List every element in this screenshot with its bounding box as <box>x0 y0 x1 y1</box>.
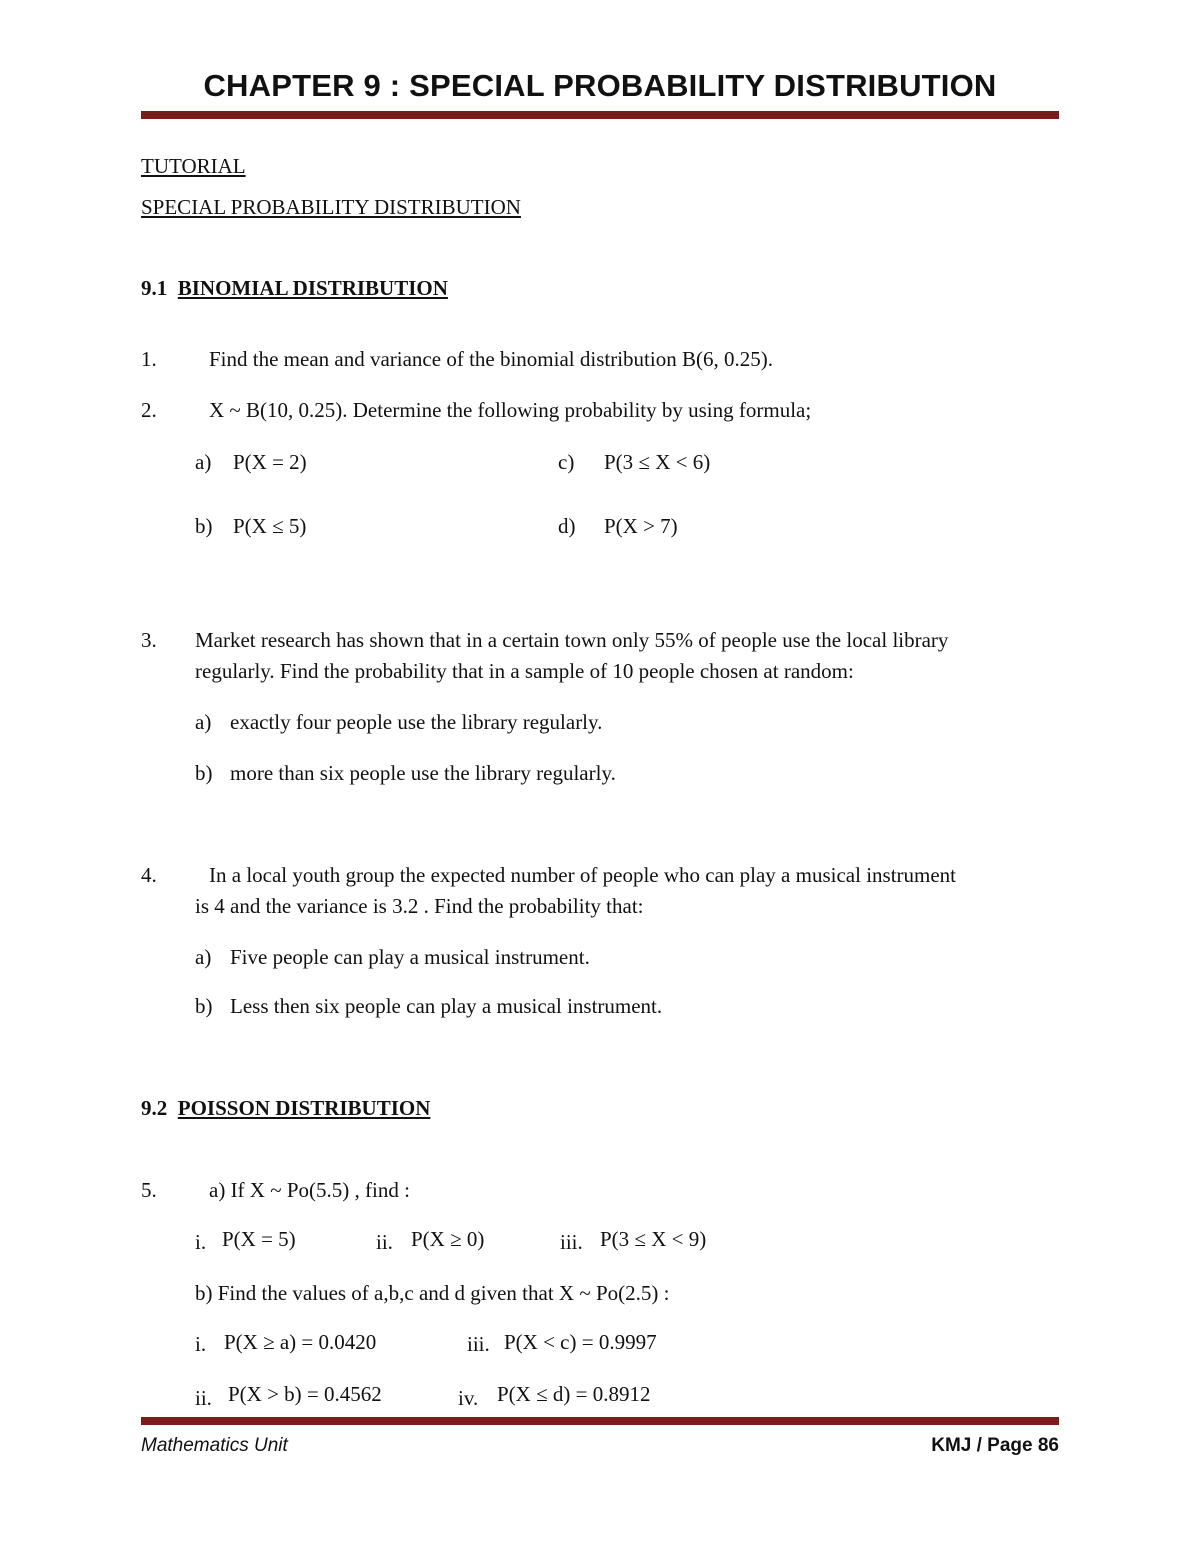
q5-bi-label: i. <box>195 1332 207 1356</box>
q2-d-label: d) <box>558 514 576 538</box>
q1-text: Find the mean and variance of the binomial distribution B(6, 0.25). <box>209 347 773 371</box>
q5-aiii-expr: P(3 ≤ X < 9) <box>600 1227 707 1251</box>
section-binomial-heading <box>141 276 448 301</box>
q5-bii-expr: P(X > b) = 0.4562 <box>228 1382 382 1406</box>
q5-ai-expr: P(X = 5) <box>222 1227 296 1251</box>
footer-page: KMJ / Page 86 <box>931 1435 1059 1456</box>
tutorial-heading: TUTORIAL <box>141 154 246 178</box>
q5-biv-expr: P(X ≤ d) = 0.8912 <box>497 1382 651 1406</box>
q4-a-label: a) <box>195 945 212 969</box>
q3-b-text: more than six people use the library regularly. <box>230 761 616 785</box>
q2-c-expr: P(3 ≤ X < 6) <box>604 450 711 474</box>
section-title: BINOMIAL DISTRIBUTION <box>177 276 448 300</box>
header-rule <box>141 111 1059 119</box>
q3-a-label: a) <box>195 710 212 734</box>
q5-aiii-label: iii. <box>560 1230 583 1254</box>
q5-a-text: a) If X ~ Po(5.5) , find : <box>209 1178 410 1202</box>
q1-number: 1. <box>141 347 157 371</box>
q5-number: 5. <box>141 1178 157 1202</box>
footer-rule <box>141 1417 1059 1425</box>
q5-bi-expr: P(X ≥ a) = 0.0420 <box>224 1330 377 1354</box>
chapter-title: CHAPTER 9 : SPECIAL PROBABILITY DISTRIBUTION <box>203 68 997 103</box>
q4-line2: is 4 and the variance is 3.2 . Find the probability that: <box>195 894 644 918</box>
q3-number: 3. <box>141 628 157 652</box>
q5-bii-label: ii. <box>195 1386 212 1410</box>
q2-b-label: b) <box>195 514 213 538</box>
q5-biv-label: iv. <box>458 1386 479 1410</box>
q2-d-expr: P(X > 7) <box>604 514 678 538</box>
q5-aii-label: ii. <box>376 1230 393 1254</box>
q2-c-label: c) <box>558 450 575 474</box>
q4-line1: In a local youth group the expected number of people who can play a musical instrument <box>209 863 957 887</box>
section-poisson-heading <box>141 1096 430 1121</box>
q5-biii-expr: P(X < c) = 0.9997 <box>504 1330 657 1354</box>
q5-b-text: b) Find the values of a,b,c and d given that X ~ Po(2.5) : <box>195 1281 670 1305</box>
q2-a-label: a) <box>195 450 212 474</box>
q3-b-label: b) <box>195 761 213 785</box>
q2-b-expr: P(X ≤ 5) <box>233 514 307 538</box>
section-number: 9.1 <box>141 276 168 300</box>
q3-line2: regularly. Find the probability that in a sample of 10 people chosen at random: <box>195 659 854 683</box>
q2-number: 2. <box>141 398 157 422</box>
footer-unit: Mathematics Unit <box>141 1435 288 1456</box>
q5-ai-label: i. <box>195 1230 207 1254</box>
section-number: 9.2 <box>141 1096 168 1120</box>
q4-number: 4. <box>141 863 157 887</box>
q4-b-text: Less then six people can play a musical instrument. <box>230 994 663 1018</box>
q2-text: X ~ B(10, 0.25). Determine the following probability by using formula; <box>209 398 812 422</box>
q4-b-label: b) <box>195 994 213 1018</box>
q3-a-text: exactly four people use the library regularly. <box>230 710 603 734</box>
q4-a-text: Five people can play a musical instrument. <box>230 945 590 969</box>
q5-biii-label: iii. <box>467 1332 490 1356</box>
q5-aii-expr: P(X ≥ 0) <box>411 1227 485 1251</box>
section-title: POISSON DISTRIBUTION <box>177 1096 431 1120</box>
q2-a-expr: P(X = 2) <box>233 450 307 474</box>
tutorial-subtitle: SPECIAL PROBABILITY DISTRIBUTION <box>141 195 521 219</box>
q3-line1: Market research has shown that in a certain town only 55% of people use the local library <box>195 628 949 652</box>
